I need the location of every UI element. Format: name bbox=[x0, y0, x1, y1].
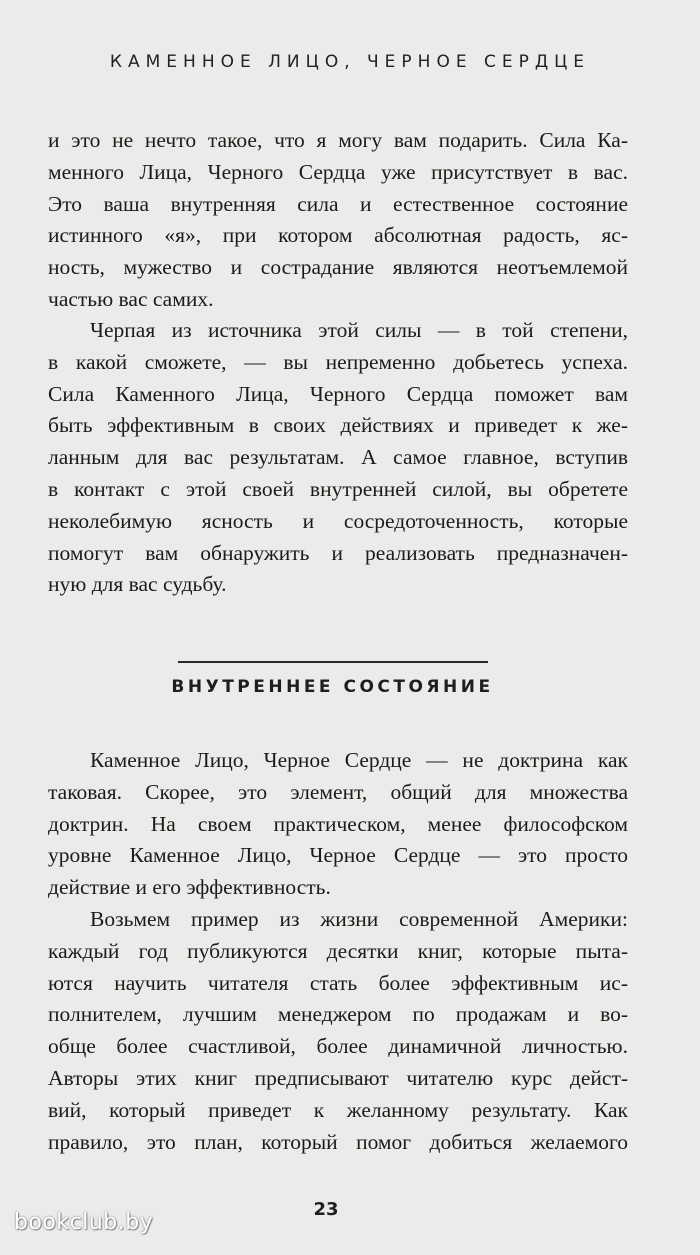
text-line: таковая. Скорее, это элемент, общий для множества bbox=[48, 779, 628, 804]
text-line: помогут вам обнаружить и реализовать предназначен- bbox=[48, 540, 628, 565]
text-line: частью вас самих. bbox=[48, 286, 214, 311]
text-line: и это не нечто такое, что я могу вам подарить. Сила Ка- bbox=[48, 128, 628, 152]
text-line: в какой сможете, — вы непременно добьетесь успеха. bbox=[48, 349, 628, 374]
text-line: Это ваша внутренняя сила и естественное состояние bbox=[48, 191, 628, 216]
text-line: менного Лица, Черного Сердца уже присутствует в вас. bbox=[48, 159, 628, 184]
text-line: Сила Каменного Лица, Черного Сердца поможет вам bbox=[48, 381, 628, 406]
text-line: истинного «я», при котором абсолютная радость, яс- bbox=[48, 223, 628, 248]
text-line: ную для вас судьбу. bbox=[48, 572, 227, 597]
text-line: уровне Каменное Лицо, Черное Сердце — это просто bbox=[48, 843, 628, 868]
text-line: полнителем, лучшим менеджером по продажам и во- bbox=[48, 1002, 628, 1027]
text-line: ются научить читателя стать более эффективным ис- bbox=[48, 970, 628, 995]
paragraph-3 bbox=[48, 745, 628, 904]
text-line: в контакт с этой своей внутренней силой, вы обретете bbox=[48, 476, 628, 501]
running-head: КАМЕННОЕ ЛИЦО, ЧЕРНОЕ СЕРДЦЕ bbox=[109, 52, 591, 72]
text-line: быть эффективным в своих действиях и приведет к же- bbox=[48, 413, 628, 438]
page-number: 23 bbox=[313, 1199, 339, 1220]
section-divider bbox=[178, 661, 488, 663]
text-line: Авторы этих книг предписывают читателю курс дейст- bbox=[48, 1065, 628, 1090]
text-line: ность, мужество и сострадание являются неотъемлемой bbox=[48, 255, 628, 280]
text-line: правило, это план, который помог добиться желаемого bbox=[48, 1129, 628, 1154]
text-line: ланным для вас результатам. А самое главное, вступив bbox=[48, 445, 628, 470]
text-line: действие и его эффективность. bbox=[48, 875, 331, 900]
text-line: неколебимую ясность и сосредоточенность, которые bbox=[48, 508, 628, 533]
text-line: обще более счастливой, более динамичной личностью. bbox=[48, 1034, 628, 1059]
paragraph-1 bbox=[48, 125, 628, 316]
text-line: Черпая из источника этой силы — в той степени, bbox=[90, 318, 628, 342]
text-line: Каменное Лицо, Черное Сердце — не доктрина как bbox=[90, 748, 628, 772]
text-line: каждый год публикуются десятки книг, которые пыта- bbox=[48, 938, 628, 963]
watermark-logo: bookclub.by bbox=[14, 1210, 154, 1235]
paragraph-2 bbox=[48, 315, 628, 601]
section-heading: ВНУТРЕННЕЕ СОСТОЯНИЕ bbox=[171, 677, 494, 697]
text-line: Возьмем пример из жизни современной Америки: bbox=[90, 907, 628, 931]
paragraph-4 bbox=[48, 904, 628, 1158]
text-line: доктрин. На своем практическом, менее философском bbox=[48, 811, 628, 836]
text-line: вий, который приведет к желанному результату. Как bbox=[48, 1097, 628, 1122]
